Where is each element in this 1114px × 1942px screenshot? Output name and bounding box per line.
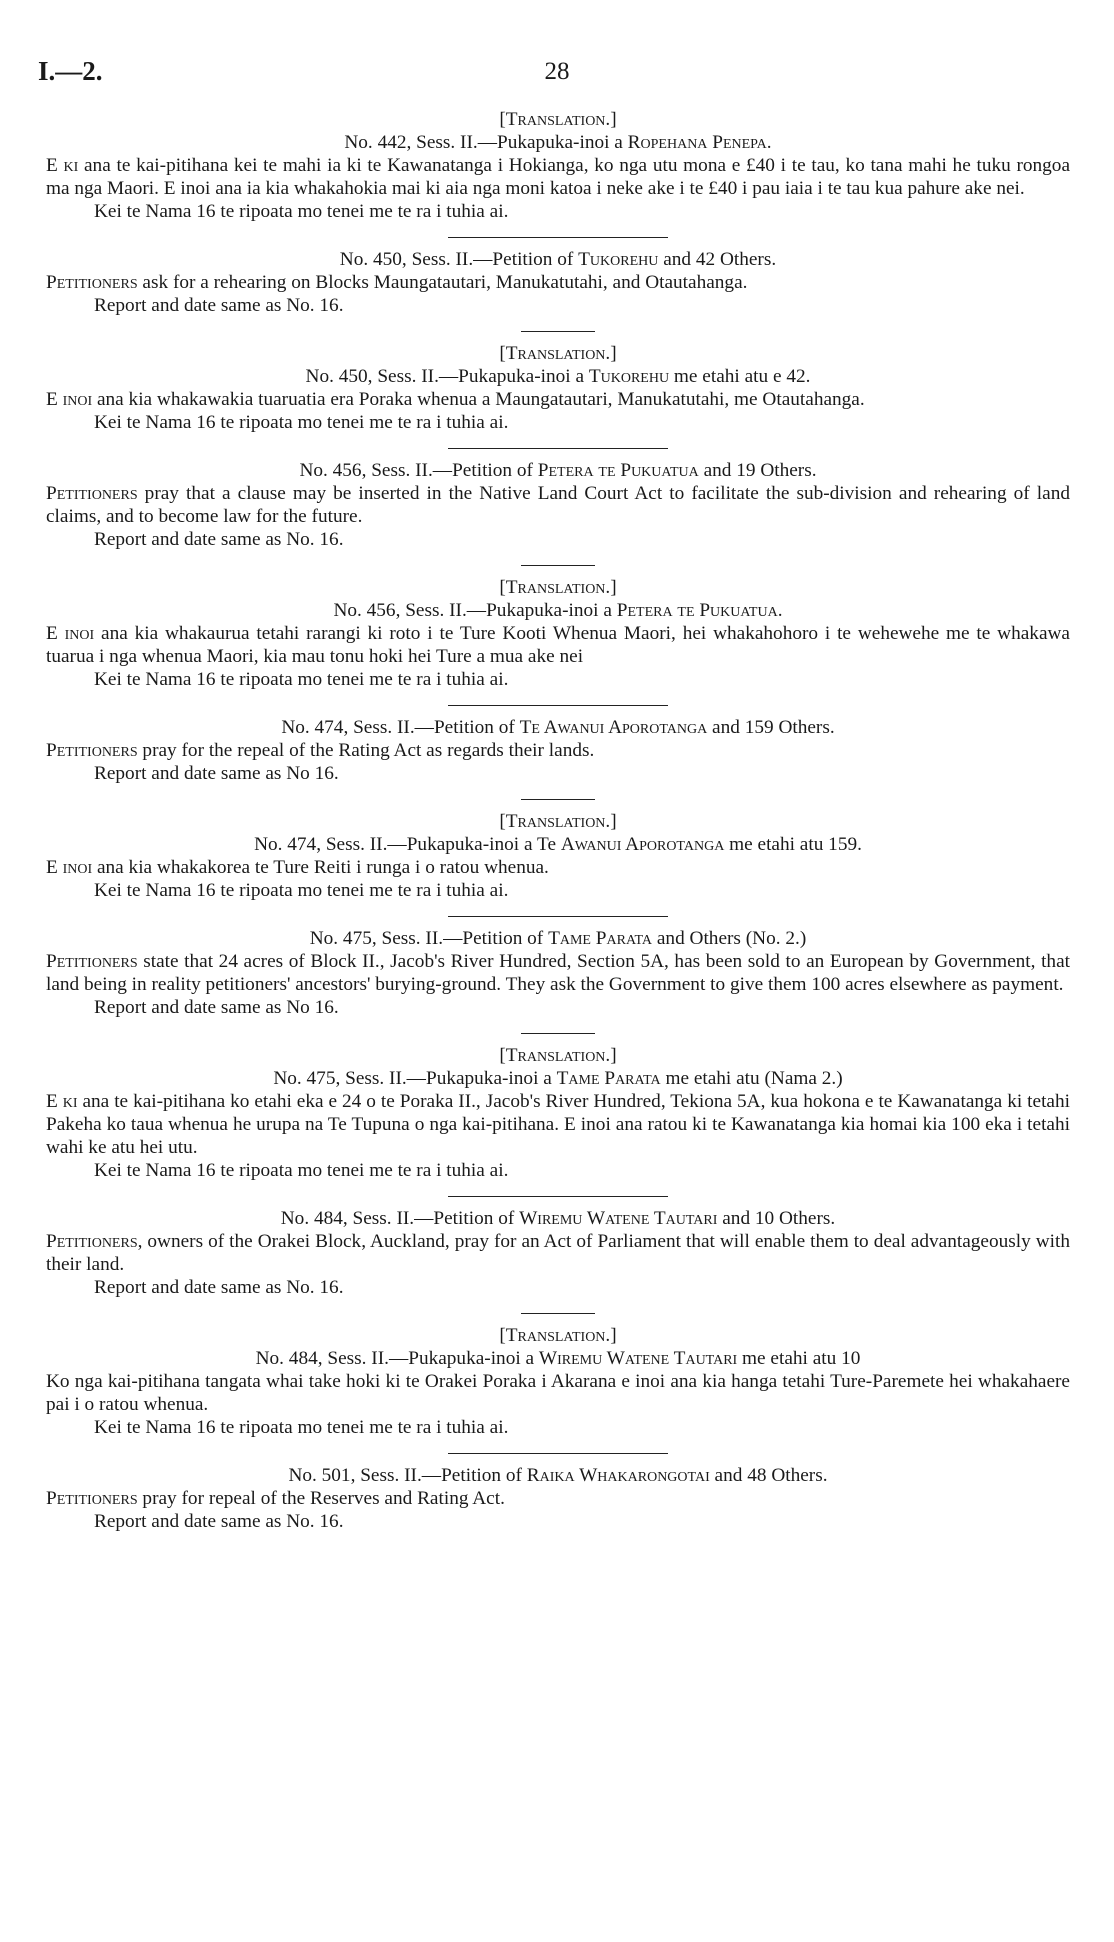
- entry-body: E ki ana te kai-pitihana kei te mahi ia ki te Kawanatanga i Hokianga, ko nga utu mona e £40 i te tau, ko tana mahi he tuku rongoa ma nga Maori. E inoi ana ia kia whakahokia mai ki aia nga moni katoa i neke ake i te £40 i pau iaia i te tau kua pahure ake nei.: [46, 155, 1071, 199]
- translation-entry: [46, 1044, 1070, 1182]
- small-caps-name: Tame Parata: [548, 928, 653, 949]
- translation-label: [Translation.]: [499, 109, 617, 130]
- entry-title: No. 456, Sess. II.—Petition of Petera te Pukuatua and 19 Others.: [299, 460, 817, 481]
- entry-closing: Report and date same as No 16.: [94, 763, 339, 784]
- translation-label: [Translation.]: [499, 577, 617, 598]
- entry-closing: Kei te Nama 16 te ripoata mo tenei me te ra i tuhia ai.: [94, 880, 509, 901]
- small-caps-name: E ki: [46, 1091, 78, 1112]
- small-caps-name: Tukorehu: [588, 366, 670, 387]
- small-caps-name: Petitioners: [46, 272, 138, 293]
- section-divider: [448, 705, 668, 706]
- petition-entry: [46, 459, 1070, 551]
- translation-label: [Translation.]: [499, 811, 617, 832]
- small-caps-name: Wiremu Watene Tautari: [538, 1348, 738, 1369]
- short-divider: [521, 1033, 595, 1034]
- small-caps-name: Petitioners: [46, 1231, 138, 1252]
- entry-title: No. 475, Sess. II.—Pukapuka-inoi a Tame Parata me etahi atu (Nama 2.): [273, 1068, 843, 1089]
- petition-entry: [46, 1207, 1070, 1299]
- small-caps-name: Wiremu Watene Tautari: [519, 1208, 718, 1229]
- petitions-list: [46, 108, 1070, 1533]
- small-caps-name: Petitioners: [46, 483, 138, 504]
- section-divider: [448, 1453, 668, 1454]
- small-caps-name: Tukorehu: [578, 249, 659, 270]
- entry-closing: Kei te Nama 16 te ripoata mo tenei me te ra i tuhia ai.: [94, 412, 509, 433]
- section-divider: [448, 448, 668, 449]
- section-divider: [448, 916, 668, 917]
- petition-entry: [46, 716, 1070, 785]
- small-caps-name: E inoi: [46, 857, 93, 878]
- small-caps-name: Tame Parata: [556, 1068, 661, 1089]
- small-caps-name: Te Awanui Aporotanga: [519, 717, 708, 738]
- entry-body: E inoi ana kia whakaurua tetahi rarangi ki roto i te Ture Kooti Whenua Maori, hei whakahohoro i te wehewehe me te whakawa tuarua i nga whenua Maori, kia mau tonu hoki hei Ture a mua ake nei: [46, 623, 1070, 667]
- page-number: 28: [544, 58, 570, 85]
- entry-title: No. 501, Sess. II.—Petition of Raika Whakarongotai and 48 Others.: [288, 1465, 828, 1486]
- entry-closing: Report and date same as No 16.: [94, 997, 339, 1018]
- entry-body: E inoi ana kia whakakorea te Ture Reiti i runga i o ratou whenua.: [46, 857, 549, 878]
- section-divider: [448, 1196, 668, 1197]
- entry-title: No. 442, Sess. II.—Pukapuka-inoi a Ropehana Penepa.: [344, 132, 772, 153]
- petition-entry: [46, 927, 1070, 1019]
- entry-closing: Report and date same as No. 16.: [94, 529, 344, 550]
- short-divider: [521, 799, 595, 800]
- entry-body: Petitioners, owners of the Orakei Block, Auckland, pray for an Act of Parliament that will enable them to deal advantageously with their land.: [46, 1231, 1070, 1275]
- entry-body: E inoi ana kia whakawakia tuaruatia era Poraka whenua a Maungatautari, Manukatutahi, me Otautahanga.: [46, 389, 865, 410]
- entry-closing: Kei te Nama 16 te ripoata mo tenei me te ra i tuhia ai.: [94, 669, 509, 690]
- small-caps-name: Awanui Aporotanga: [560, 834, 725, 855]
- page-header: [0, 0, 1114, 100]
- entry-title: No. 456, Sess. II.—Pukapuka-inoi a Petera te Pukuatua.: [333, 600, 783, 621]
- entry-body: Petitioners pray for repeal of the Reserves and Rating Act.: [46, 1488, 505, 1509]
- small-caps-name: Petera te Pukuatua: [537, 460, 699, 481]
- entry-body: Petitioners ask for a rehearing on Blocks Maungatautari, Manukatutahi, and Otautahanga.: [46, 272, 748, 293]
- translation-label: [Translation.]: [499, 1325, 617, 1346]
- document-reference: I.—2.: [38, 56, 103, 86]
- small-caps-name: E ki: [46, 155, 79, 176]
- entry-closing: Report and date same as No. 16.: [94, 1511, 344, 1532]
- translation-label: [Translation.]: [499, 343, 617, 364]
- short-divider: [521, 331, 595, 332]
- entry-title: No. 484, Sess. II.—Petition of Wiremu Watene Tautari and 10 Others.: [280, 1208, 836, 1229]
- entry-title: No. 475, Sess. II.—Petition of Tame Parata and Others (No. 2.): [309, 928, 807, 949]
- small-caps-name: Raika Whakarongotai: [526, 1465, 710, 1486]
- entry-closing: Kei te Nama 16 te ripoata mo tenei me te ra i tuhia ai.: [94, 1417, 509, 1438]
- small-caps-name: E inoi: [46, 623, 95, 644]
- entry-title: No. 474, Sess. II.—Pukapuka-inoi a Te Awanui Aporotanga me etahi atu 159.: [254, 834, 862, 855]
- translation-entry: [46, 108, 1070, 223]
- translation-entry: [46, 576, 1070, 691]
- petition-entry: [46, 248, 1070, 317]
- entry-body: Petitioners pray that a clause may be inserted in the Native Land Court Act to facilitate the sub-division and rehearing of land claims, and to become law for the future.: [46, 483, 1070, 527]
- small-caps-name: E inoi: [46, 389, 93, 410]
- entry-body: E ki ana te kai-pitihana ko etahi eka e 24 o te Poraka II., Jacob's River Hundred, Tekiona 5A, kua hokona e te Kawanatanga ki tetahi Pakeha ko taua whenua he urupa na Te Tupuna o nga kai-pitihana. E inoi ana ratou ki te Kawanatanga kia homai kia 100 eka i tetahi wahi ke atu hei utu.: [46, 1091, 1070, 1158]
- translation-entry: [46, 342, 1070, 434]
- entry-title: No. 474, Sess. II.—Petition of Te Awanui Aporotanga and 159 Others.: [281, 717, 835, 738]
- entry-closing: Report and date same as No. 16.: [94, 1277, 344, 1298]
- small-caps-name: Petera te Pukuatua: [616, 600, 778, 621]
- entry-body: Petitioners state that 24 acres of Block II., Jacob's River Hundred, Section 5A, has been sold to an European by Government, that land being in reality petitioners' ancestors' burying-ground. They ask the Government to give them 100 acres elsewhere as payment.: [46, 951, 1070, 995]
- entry-closing: Kei te Nama 16 te ripoata mo tenei me te ra i tuhia ai.: [94, 1160, 509, 1181]
- entry-closing: Kei te Nama 16 te ripoata mo tenei me te ra i tuhia ai.: [94, 201, 509, 222]
- entry-title: No. 484, Sess. II.—Pukapuka-inoi a Wiremu Watene Tautari me etahi atu 10: [255, 1348, 861, 1369]
- small-caps-name: Petitioners: [46, 951, 138, 972]
- small-caps-name: Petitioners: [46, 1488, 138, 1509]
- entry-title: No. 450, Sess. II.—Petition of Tukorehu and 42 Others.: [339, 249, 777, 270]
- section-divider: [448, 237, 668, 238]
- small-caps-name: Ropehana Penepa: [627, 132, 767, 153]
- entry-body: Ko nga kai-pitihana tangata whai take hoki ki te Orakei Poraka i Akarana e inoi ana kia hanga tetahi Ture-Paremete hei whakahaere pai i o ratou whenua.: [46, 1371, 1070, 1415]
- entry-title: No. 450, Sess. II.—Pukapuka-inoi a Tukorehu me etahi atu e 42.: [305, 366, 811, 387]
- petition-entry: [46, 1464, 1070, 1533]
- short-divider: [521, 1313, 595, 1314]
- entry-closing: Report and date same as No. 16.: [94, 295, 344, 316]
- translation-label: [Translation.]: [499, 1045, 617, 1066]
- small-caps-name: Petitioners: [46, 740, 138, 761]
- translation-entry: [46, 810, 1070, 902]
- translation-entry: [46, 1324, 1070, 1439]
- entry-body: Petitioners pray for the repeal of the Rating Act as regards their lands.: [46, 740, 595, 761]
- short-divider: [521, 565, 595, 566]
